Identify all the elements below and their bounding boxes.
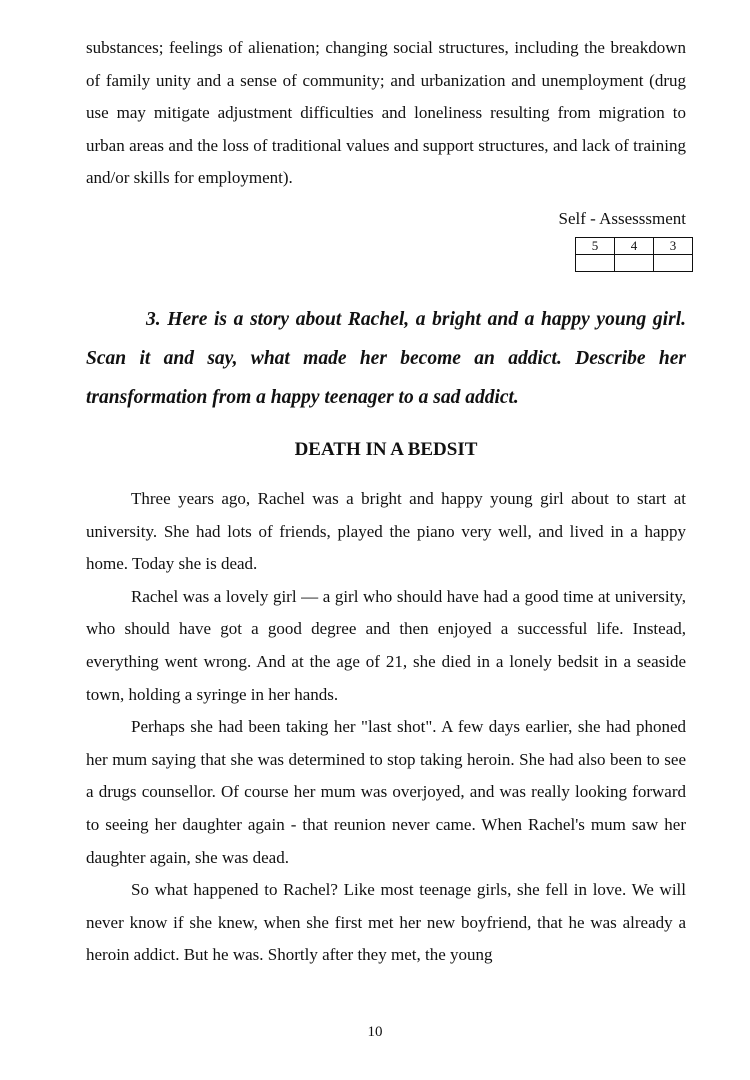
- self-assessment-table: [575, 237, 693, 272]
- story-paragraph: So what happened to Rachel? Like most teenage girls, she fell in love. We will never know if she knew, when she first met her new boyfriend, that he was already a heroin addict. But he was. Shortly after they met, the young: [86, 880, 686, 965]
- story-body: [86, 483, 686, 972]
- story-title: DEATH IN A BEDSIT: [294, 438, 478, 460]
- score-cell-5: 5: [576, 237, 615, 254]
- story-paragraph: Three years ago, Rachel was a bright and happy young girl about to start at university. She had lots of friends, played the piano very well, and lived in a happy home. Today she is dead.: [86, 488, 686, 574]
- task-instruction: 3. Here is a story about Rachel, a bright and a happy young girl. Scan it and say, what made her become an addict. Describe her transformation from a happy teenager to a sad addict.: [86, 308, 686, 408]
- score-blank-cell: [615, 254, 654, 271]
- page-number: 10: [367, 1024, 383, 1040]
- score-blank-cell: [654, 254, 693, 271]
- continuation-paragraph: substances; feelings of alienation; changing social structures, including the breakdown of family unity and a sense of community; and urbanization and unemployment (drug use may mitigate adjustment difficulties and loneliness resulting from migration to urban areas and the loss of traditional values and support structures, and lack of training and/or skills for employment).: [86, 38, 686, 188]
- score-cell-3: 3: [654, 237, 693, 254]
- self-assessment-label: Self - Assesssment: [558, 208, 686, 228]
- document-page: [86, 32, 686, 972]
- story-paragraph: Rachel was a lovely girl — a girl who should have had a good time at university, who should have got a good degree and then enjoyed a successful life. Instead, everything went wrong. And at the age of 21, she died in a lonely bedsit in a seaside town, holding a syringe in her hands.: [86, 586, 686, 704]
- score-cell-4: 4: [615, 237, 654, 254]
- score-blank-cell: [576, 254, 615, 271]
- story-paragraph: Perhaps she had been taking her "last shot". A few days earlier, she had phoned her mum saying that she was determined to stop taking heroin. She had also been to see a drugs counsellor. Of course her mum was overjoyed, and was really looking forward to seeing her daughter again - that reunion never came. When Rachel's mum saw her daughter again, she was dead.: [86, 717, 686, 867]
